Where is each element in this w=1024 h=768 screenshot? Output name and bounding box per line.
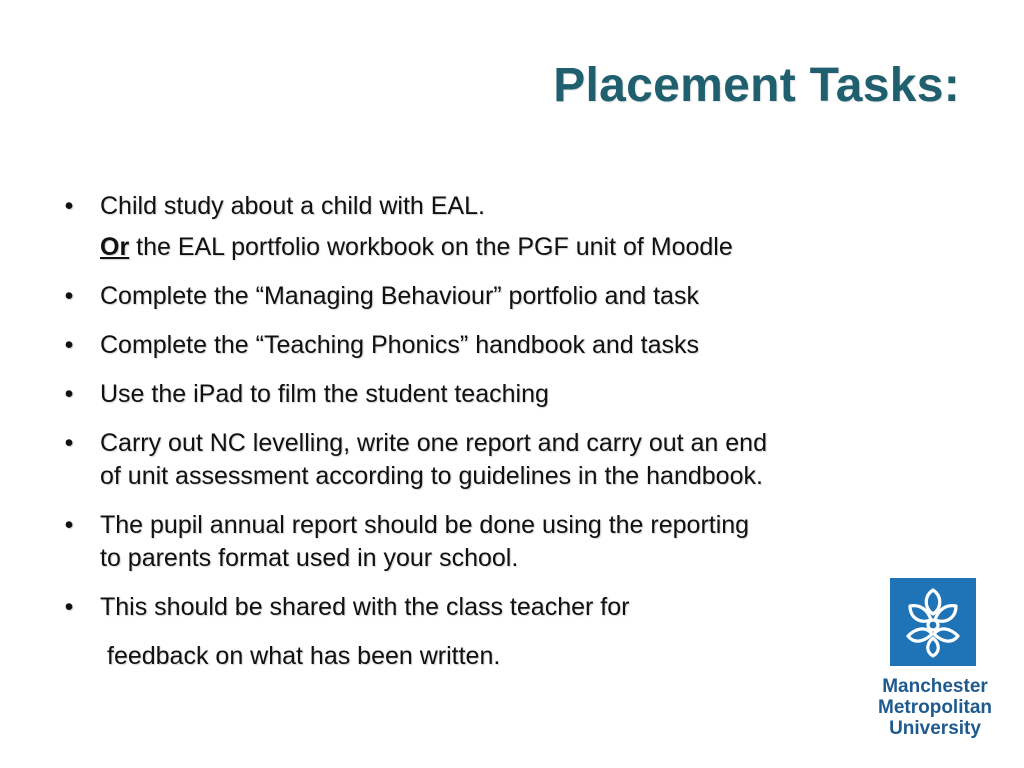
bullet-icon: •	[64, 380, 74, 408]
bullet-icon: •	[64, 429, 74, 457]
or-word: Or	[100, 233, 130, 261]
bullet-icon: •	[64, 593, 74, 621]
bullet-icon: •	[64, 282, 74, 310]
item-text-line-2: to parents format used in your school.	[100, 544, 519, 572]
item-text-line-1: The pupil annual report should be done using the reporting	[100, 511, 750, 539]
item-text: Complete the “Teaching Phonics” handbook and tasks	[100, 331, 699, 359]
list-item	[62, 190, 962, 223]
item-text: Use the iPad to film the student teaching	[100, 380, 549, 408]
item-text: This should be shared with the class teacher for	[100, 593, 630, 621]
logo-line-1: Manchester	[882, 676, 988, 697]
logo-line-2: Metropolitan	[878, 697, 992, 718]
item-text: Child study about a child with EAL.	[100, 192, 485, 220]
task-list	[62, 190, 962, 689]
list-item	[62, 427, 962, 493]
list-item-continuation	[62, 231, 962, 264]
list-item-continuation	[62, 640, 962, 673]
item-text: Complete the “Managing Behaviour” portfolio and task	[100, 282, 699, 310]
item-text-line-1: Carry out NC levelling, write one report and carry out an end	[100, 429, 767, 457]
item-text: the EAL portfolio workbook on the PGF unit of Moodle	[129, 233, 733, 261]
item-text-line-2: of unit assessment according to guidelines in the handbook.	[100, 462, 763, 490]
university-name	[866, 676, 1004, 739]
bullet-icon: •	[64, 192, 74, 220]
item-text: feedback on what has been written.	[107, 642, 501, 670]
list-item	[62, 591, 962, 624]
bullet-icon: •	[64, 331, 74, 359]
list-item	[62, 280, 962, 313]
bullet-icon: •	[64, 511, 74, 539]
list-item	[62, 509, 962, 575]
mmu-crest-icon	[890, 578, 976, 666]
slide-title: Placement Tasks:	[553, 59, 960, 112]
list-item	[62, 329, 962, 362]
logo-line-3: University	[889, 718, 981, 739]
university-logo	[866, 578, 1004, 748]
list-item	[62, 378, 962, 411]
